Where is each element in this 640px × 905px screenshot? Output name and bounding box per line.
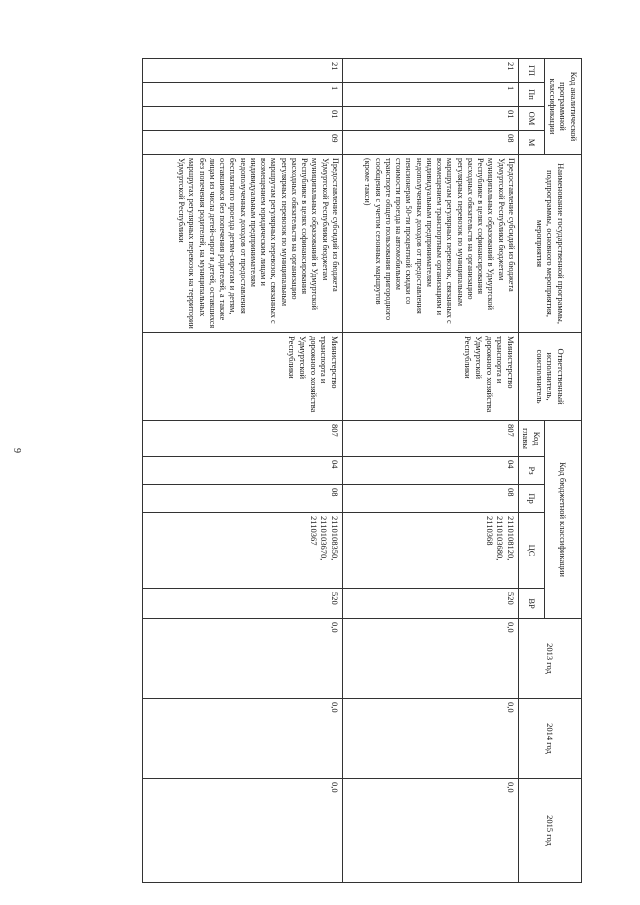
header-2014: 2014 год: [518, 699, 581, 779]
table-row: [142, 59, 342, 883]
header-pr: Пр: [518, 485, 544, 513]
cell-kod-glavy: 807: [342, 421, 518, 457]
cell-pr: 08: [342, 485, 518, 513]
header-pp: Пп: [518, 83, 544, 107]
cell-m: 08: [342, 131, 518, 155]
header-vr: ВР: [518, 589, 544, 619]
cell-2013: 0,0: [142, 619, 342, 699]
cell-cs: 2110108120, 2110103680, 2110368: [342, 513, 518, 589]
header-analytic-code: Код аналитической программной классификации: [545, 59, 582, 155]
cell-executor: Министерство транспорта и дорожного хозяйства Удмуртской Республики: [142, 333, 342, 421]
cell-2014: 0,0: [142, 699, 342, 779]
header-kod-glavy: Код главы: [518, 421, 544, 457]
table-row: [342, 59, 518, 883]
cell-pr: 08: [142, 485, 342, 513]
header-budget-code: Код бюджетной классификации: [545, 421, 582, 619]
header-executor: Ответственный исполнитель, соисполнитель: [518, 333, 581, 421]
cell-2013: 0,0: [342, 619, 518, 699]
cell-2014: 0,0: [342, 699, 518, 779]
budget-table: [142, 58, 582, 883]
cell-pp: 1: [142, 83, 342, 107]
cell-name: Предоставление субсидий из бюджета Удмуртской Республики бюджетам муниципальных образований в Удмуртской Республике в целях софинансирования расходных обязательств на организацию регулярных перевозок по муниципальным маршрутам регулярных перевозок, связанных с возмещением юридическим лицам и индивидуальным предпринимателям недополученных доходов от предоставления бесплатного проезда детям-сиротам и детям, оставшимся без попечения родителей, а также лицам из числа детей-сирот и детей, оставшихся без попечения родителей, на муниципальных маршрутах регулярных перевозок на территории Удмуртской Республики: [142, 155, 342, 333]
cell-pp: 1: [342, 83, 518, 107]
header-2013: 2013 год: [518, 619, 581, 699]
cell-om: 01: [142, 107, 342, 131]
cell-om: 01: [342, 107, 518, 131]
header-rz: Рз: [518, 457, 544, 485]
cell-rz: 04: [342, 457, 518, 485]
header-name: Наименование государственной программы, подпрограммы, основного мероприятия, мероприятия: [518, 155, 581, 333]
cell-2015: 0,0: [342, 779, 518, 883]
cell-vr: 520: [142, 589, 342, 619]
header-gp: ГП: [518, 59, 544, 83]
header-2015: 2015 год: [518, 779, 581, 883]
cell-kod-glavy: 807: [142, 421, 342, 457]
page-number: 9: [11, 448, 22, 453]
header-m: М: [518, 131, 544, 155]
header-om: ОМ: [518, 107, 544, 131]
cell-rz: 04: [142, 457, 342, 485]
cell-cs: 2110108350, 2110103670, 2110367: [142, 513, 342, 589]
cell-2015: 0,0: [142, 779, 342, 883]
cell-name: Предоставление субсидий из бюджета Удмуртской Республики бюджетам муниципальных образований в Удмуртской Республике в целях софинансирования расходных обязательств на организацию регулярных перевозок по муниципальным маршрутам регулярных перевозок, связанных с возмещением транспортным организациям и индивидуальным предпринимателям недополученных доходов от предоставления пенсионерам 50-ти процентной скидки со стоимости проезда на автомобильном транспорте общего пользования пригородного сообщения с учетом сезонных маршрутов (кроме такси): [342, 155, 518, 333]
cell-executor: Министерство транспорта и дорожного хозяйства Удмуртской Республики: [342, 333, 518, 421]
header-row-1: [545, 59, 582, 883]
rotated-table-container: [62, 58, 582, 858]
cell-vr: 520: [342, 589, 518, 619]
cell-gp: 21: [142, 59, 342, 83]
cell-gp: 21: [342, 59, 518, 83]
cell-m: 09: [142, 131, 342, 155]
header-cs: ЦС: [518, 513, 544, 589]
